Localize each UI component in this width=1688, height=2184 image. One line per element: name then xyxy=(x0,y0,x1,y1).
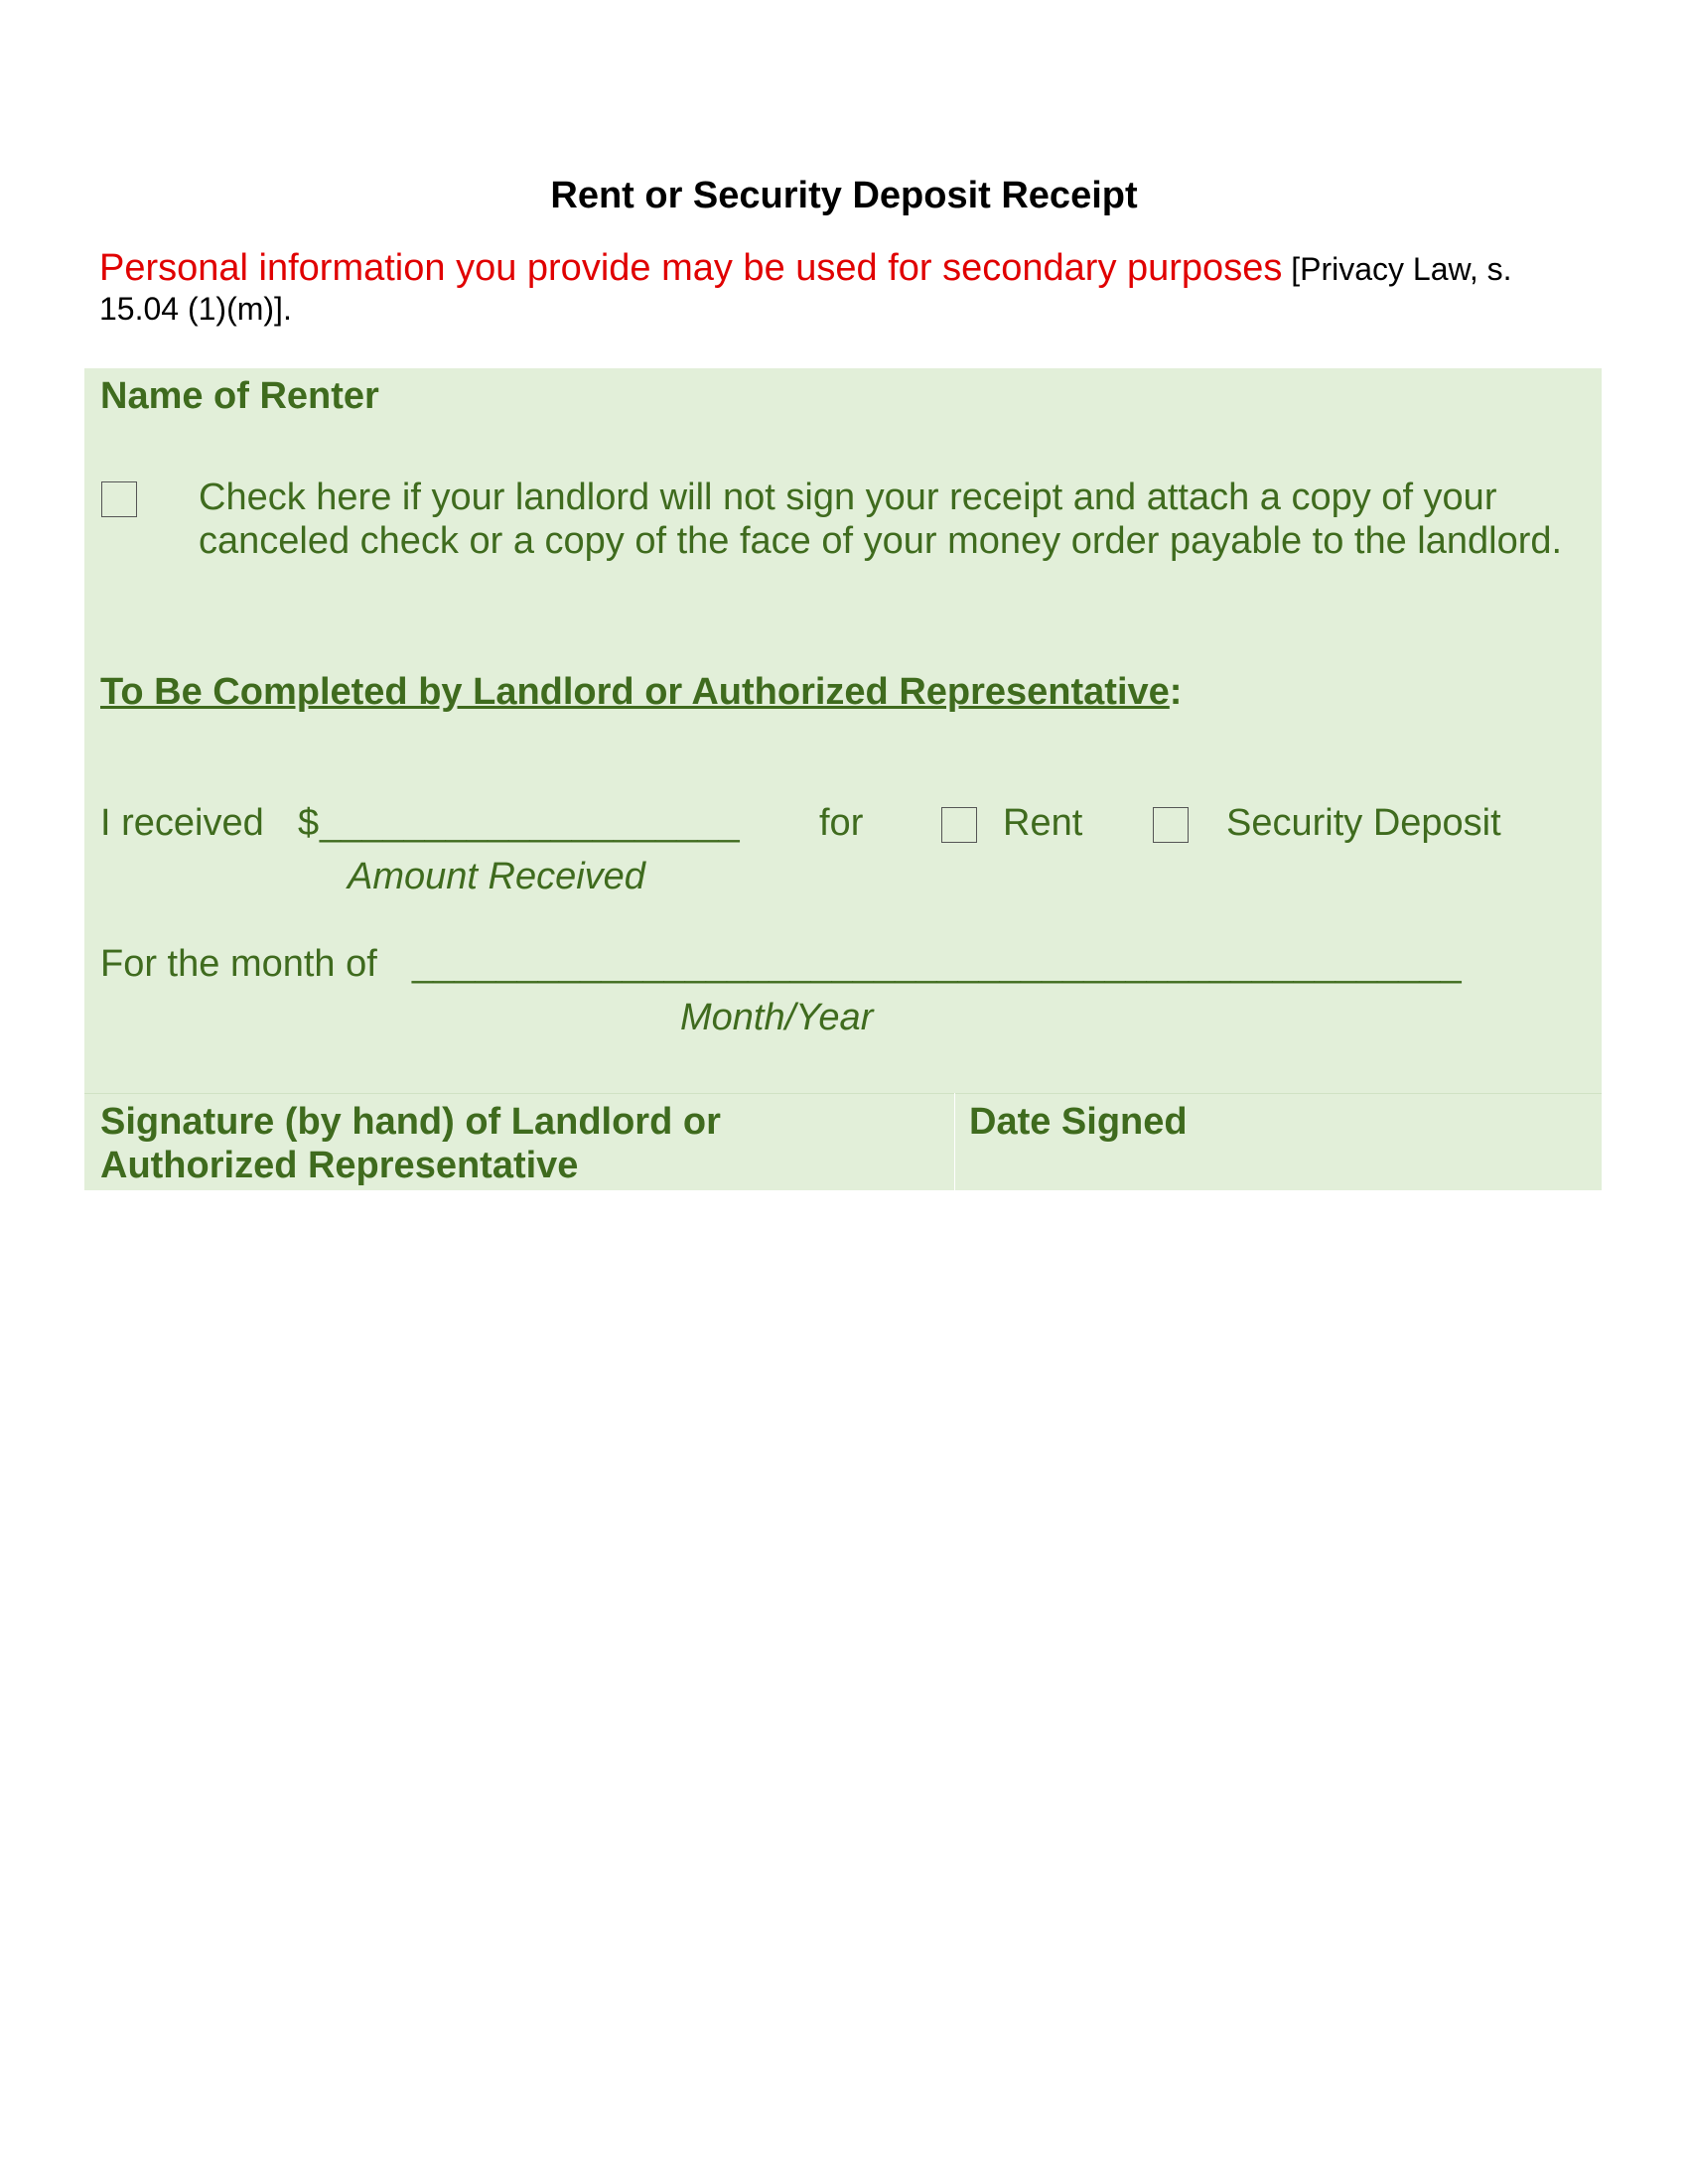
date-signed-label: Date Signed xyxy=(969,1101,1188,1143)
signature-cell[interactable] xyxy=(84,1093,954,1190)
amount-received-label: Amount Received xyxy=(348,856,645,897)
amount-received-field[interactable]: ____________________ xyxy=(320,802,740,844)
privacy-notice xyxy=(99,248,1589,329)
page-title: Rent or Security Deposit Receipt xyxy=(550,175,1138,216)
security-deposit-checkbox[interactable] xyxy=(1153,807,1189,843)
landlord-refuses-checkbox[interactable] xyxy=(101,481,137,517)
month-year-field[interactable]: __________________________________________________ xyxy=(412,943,1462,985)
landlord-section-heading-colon: : xyxy=(1169,671,1183,713)
privacy-warning: Personal information you provide may be used for secondary purposes xyxy=(99,247,1283,289)
landlord-section-heading xyxy=(100,670,1182,714)
rent-checkbox[interactable] xyxy=(941,807,977,843)
month-prefix: For the month of xyxy=(100,943,377,985)
signature-label: Signature (by hand) of Landlord or Authorized Representative xyxy=(100,1101,721,1186)
currency-symbol: $ xyxy=(298,802,320,844)
receipt-form xyxy=(84,368,1602,1093)
table-divider xyxy=(84,1093,1602,1094)
landlord-refuses-text: Check here if your landlord will not sign your receipt and attach a copy of your canceled check or a copy of the face of your money order payable to the landlord. xyxy=(199,477,1563,562)
date-signed-cell[interactable] xyxy=(955,1093,1602,1190)
privacy-law-reference: [Privacy Law, s. 15.04 (1)(m)]. xyxy=(99,251,1512,327)
security-deposit-label: Security Deposit xyxy=(1226,802,1501,844)
received-prefix: I received xyxy=(100,802,264,844)
for-word: for xyxy=(819,802,864,844)
rent-label: Rent xyxy=(1003,802,1083,844)
renter-name-label: Name of Renter xyxy=(100,375,379,417)
landlord-section-heading-text: To Be Completed by Landlord or Authorized Representative xyxy=(100,671,1170,713)
month-year-label: Month/Year xyxy=(680,997,874,1038)
column-divider xyxy=(954,1093,955,1190)
